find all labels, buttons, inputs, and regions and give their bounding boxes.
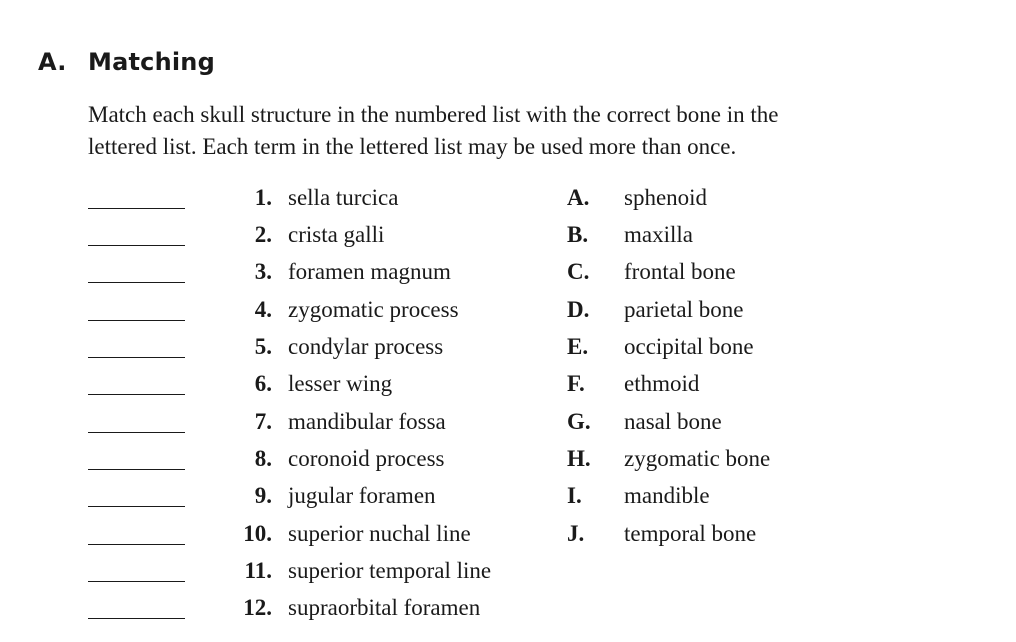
bone-letter: C. xyxy=(567,259,590,284)
structure-term: superior nuchal line xyxy=(288,521,471,546)
matching-row xyxy=(0,295,1016,332)
structure-number: 1. xyxy=(254,185,272,210)
bone-letter: B. xyxy=(567,222,589,247)
answer-blank[interactable] xyxy=(88,618,185,619)
structure-term: mandibular fossa xyxy=(288,409,446,434)
answer-blank[interactable] xyxy=(88,432,185,433)
matching-row xyxy=(0,220,1016,257)
structure-term: foramen magnum xyxy=(288,259,451,284)
answer-blank[interactable] xyxy=(88,320,185,321)
bone-letter: F. xyxy=(567,371,585,396)
structure-term: condylar process xyxy=(288,334,444,359)
matching-row xyxy=(0,444,1016,481)
bone-term: ethmoid xyxy=(624,371,700,396)
structure-term: superior temporal line xyxy=(288,558,492,583)
bone-term: sphenoid xyxy=(624,185,708,210)
answer-blank[interactable] xyxy=(88,357,185,358)
bone-letter: D. xyxy=(567,297,590,322)
matching-row xyxy=(0,332,1016,369)
bone-letter: G. xyxy=(567,409,591,434)
matching-row xyxy=(0,556,1016,593)
section-letter: A. xyxy=(38,48,67,76)
structure-term: zygomatic process xyxy=(288,297,459,322)
answer-blank[interactable] xyxy=(88,245,185,246)
section-title: Matching xyxy=(88,48,215,76)
structure-number: 8. xyxy=(254,446,272,471)
matching-row xyxy=(0,481,1016,518)
bone-letter: A. xyxy=(567,185,590,210)
bone-letter: H. xyxy=(567,446,591,471)
instructions xyxy=(88,99,968,163)
structure-term: coronoid process xyxy=(288,446,445,471)
structure-term: lesser wing xyxy=(288,371,393,396)
bone-letter: I. xyxy=(567,483,582,508)
answer-blank[interactable] xyxy=(88,544,185,545)
structure-number: 5. xyxy=(254,334,272,359)
bone-term: mandible xyxy=(624,483,710,508)
structure-number: 2. xyxy=(254,222,272,247)
matching-row xyxy=(0,183,1016,220)
structure-number: 9. xyxy=(254,483,272,508)
structure-number: 11. xyxy=(244,558,272,583)
answer-blank[interactable] xyxy=(88,581,185,582)
structure-term: crista galli xyxy=(288,222,385,247)
answer-blank[interactable] xyxy=(88,394,185,395)
bone-term: nasal bone xyxy=(624,409,722,434)
structure-number: 3. xyxy=(254,259,272,284)
bone-term: parietal bone xyxy=(624,297,744,322)
bone-term: maxilla xyxy=(624,222,693,247)
bone-term: frontal bone xyxy=(624,259,736,284)
structure-term: jugular foramen xyxy=(288,483,436,508)
matching-row xyxy=(0,519,1016,556)
answer-blank[interactable] xyxy=(88,282,185,283)
matching-row xyxy=(0,369,1016,406)
answer-blank[interactable] xyxy=(88,208,185,209)
structure-number: 10. xyxy=(243,521,272,546)
bone-term: zygomatic bone xyxy=(624,446,771,471)
answer-blank[interactable] xyxy=(88,506,185,507)
structure-term: sella turcica xyxy=(288,185,399,210)
bone-term: temporal bone xyxy=(624,521,757,546)
instructions-line-1: Match each skull structure in the numbered list with the correct bone in the xyxy=(88,102,779,127)
structure-number: 4. xyxy=(254,297,272,322)
matching-row xyxy=(0,407,1016,444)
matching-row xyxy=(0,593,1016,630)
bone-letter: J. xyxy=(567,521,585,546)
bone-term: occipital bone xyxy=(624,334,754,359)
structure-number: 7. xyxy=(254,409,272,434)
bone-letter: E. xyxy=(567,334,589,359)
matching-row xyxy=(0,257,1016,294)
structure-number: 6. xyxy=(254,371,272,396)
structure-number: 12. xyxy=(243,595,272,620)
instructions-line-2: lettered list. Each term in the lettered list may be used more than once. xyxy=(88,134,737,159)
answer-blank[interactable] xyxy=(88,469,185,470)
section-heading xyxy=(38,48,215,76)
structure-term: supraorbital foramen xyxy=(288,595,481,620)
